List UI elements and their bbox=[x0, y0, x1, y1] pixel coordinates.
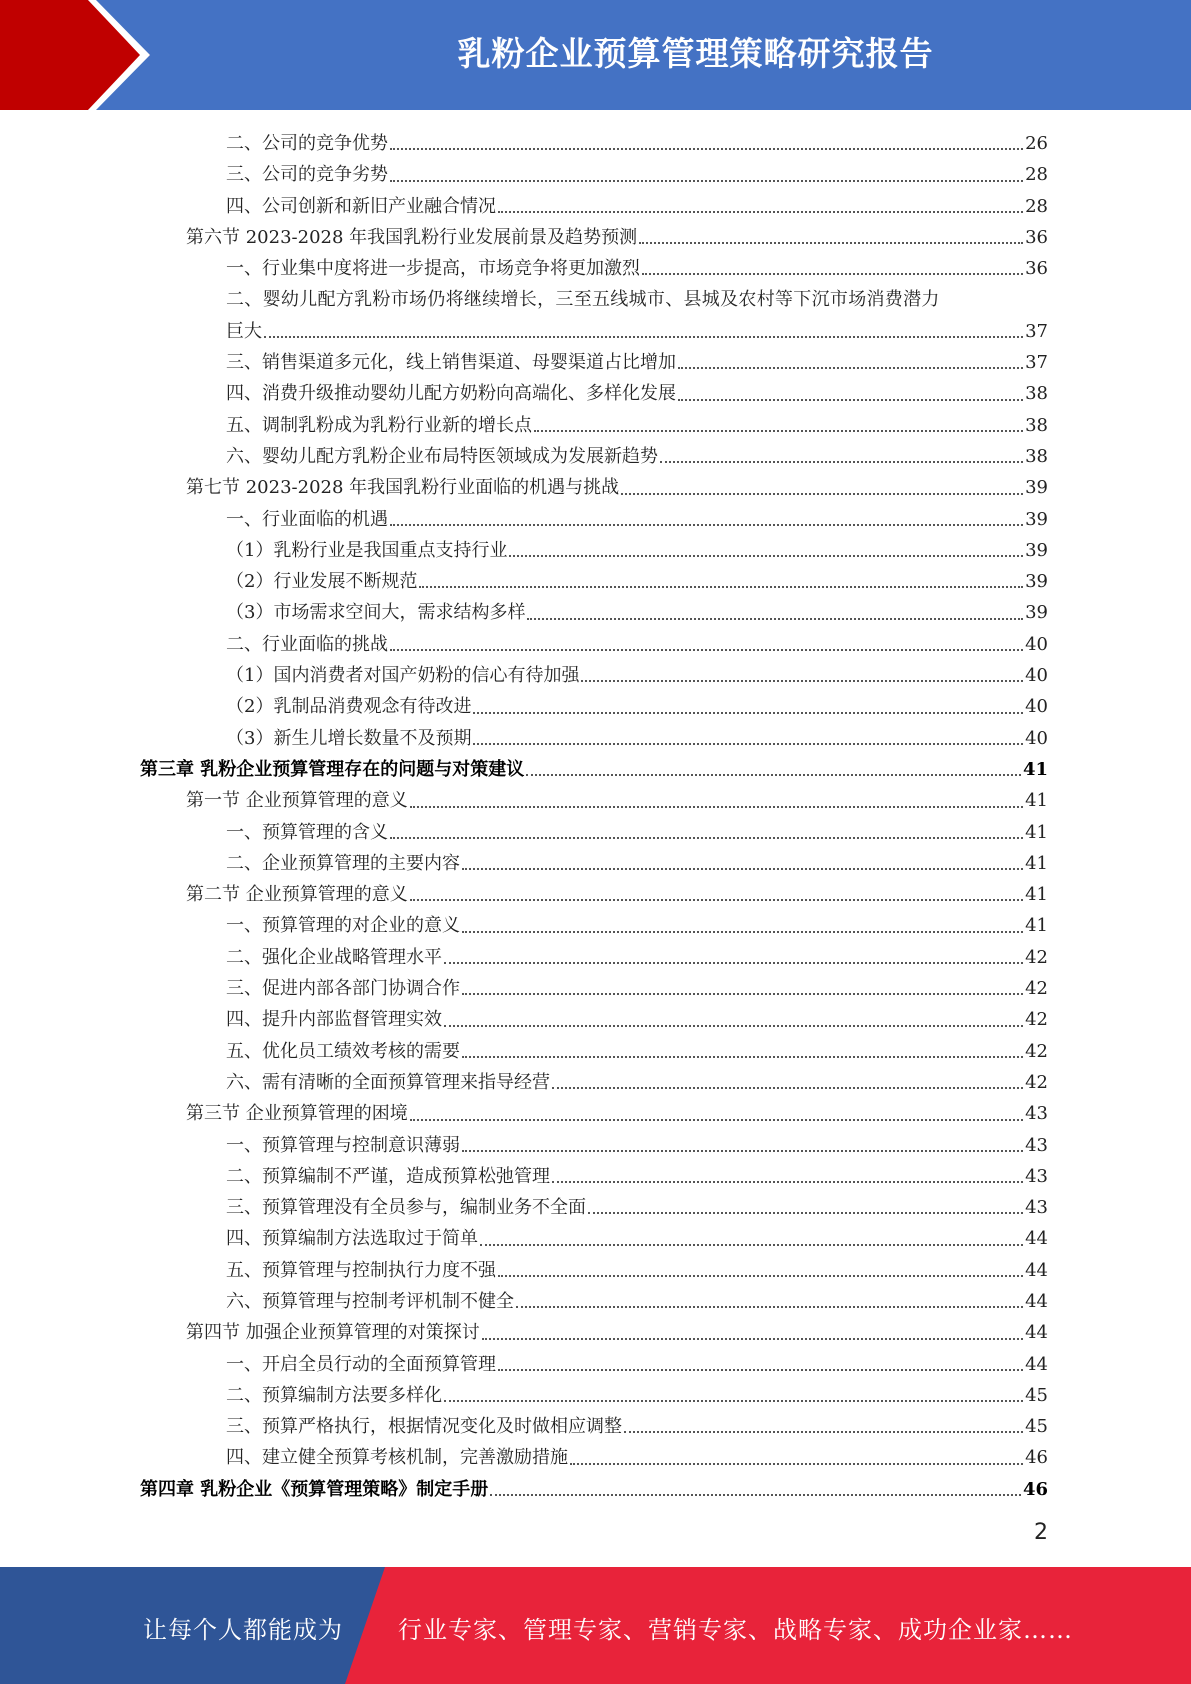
toc-entry[interactable] bbox=[140, 566, 1048, 597]
toc-dot-leader bbox=[588, 1212, 1023, 1214]
toc-entry[interactable] bbox=[140, 817, 1048, 848]
toc-entry[interactable] bbox=[140, 222, 1048, 253]
toc-dot-leader bbox=[264, 336, 1023, 338]
toc-entry-label: 四、公司创新和新旧产业融合情况 bbox=[226, 195, 496, 217]
toc-entry[interactable] bbox=[140, 535, 1048, 566]
toc-entry[interactable] bbox=[140, 128, 1048, 159]
toc-entry[interactable] bbox=[140, 910, 1048, 941]
page-footer bbox=[0, 1567, 1191, 1684]
toc-entry-label: 四、预算编制方法选取过于简单 bbox=[226, 1228, 478, 1250]
toc-entry-label: （1）乳粉行业是我国重点支持行业 bbox=[226, 539, 508, 561]
toc-entry[interactable] bbox=[140, 691, 1048, 722]
toc-entry[interactable] bbox=[140, 1474, 1048, 1505]
toc-dot-leader bbox=[552, 1181, 1023, 1183]
toc-entry-page: 44 bbox=[1025, 1290, 1048, 1312]
toc-entry-label: 第三章 乳粉企业预算管理存在的问题与对策建议 bbox=[140, 758, 525, 780]
toc-entry[interactable] bbox=[140, 1411, 1048, 1442]
toc-dot-leader bbox=[526, 774, 1021, 776]
toc-entry-label: 第一节 企业预算管理的意义 bbox=[186, 790, 408, 812]
toc-dot-leader bbox=[570, 1463, 1023, 1465]
table-of-contents bbox=[140, 128, 1048, 1505]
toc-entry-label: 五、预算管理与控制执行力度不强 bbox=[226, 1259, 496, 1281]
toc-entry[interactable] bbox=[140, 1130, 1048, 1161]
toc-entry-label: 二、预算编制不严谨，造成预算松弛管理 bbox=[226, 1165, 550, 1187]
toc-dot-leader bbox=[462, 1056, 1023, 1058]
toc-entry[interactable] bbox=[140, 1036, 1048, 1067]
toc-entry[interactable] bbox=[140, 1349, 1048, 1380]
toc-dot-leader bbox=[534, 430, 1023, 432]
toc-dot-leader bbox=[462, 931, 1023, 933]
toc-entry-page: 44 bbox=[1025, 1228, 1048, 1250]
toc-dot-leader bbox=[639, 242, 1023, 244]
toc-entry-page: 38 bbox=[1025, 414, 1048, 436]
toc-dot-leader bbox=[444, 962, 1023, 964]
toc-entry-page: 43 bbox=[1025, 1197, 1048, 1219]
toc-entry-label: （3）市场需求空间大，需求结构多样 bbox=[226, 602, 526, 624]
toc-dot-leader bbox=[444, 1025, 1023, 1027]
toc-entry[interactable] bbox=[140, 723, 1048, 754]
toc-entry-page: 41 bbox=[1022, 758, 1048, 780]
toc-entry[interactable] bbox=[140, 378, 1048, 409]
toc-entry[interactable] bbox=[140, 660, 1048, 691]
toc-entry-wrapped[interactable] bbox=[140, 284, 1048, 347]
toc-dot-leader bbox=[462, 1150, 1023, 1152]
toc-entry-label: 第六节 2023-2028 年我国乳粉行业发展前景及趋势预测 bbox=[186, 226, 638, 248]
toc-entry-page: 39 bbox=[1025, 539, 1048, 561]
toc-entry-page: 40 bbox=[1025, 696, 1048, 718]
toc-entry-page: 41 bbox=[1025, 852, 1048, 874]
toc-entry[interactable] bbox=[140, 1192, 1048, 1223]
toc-entry-label: 六、预算管理与控制考评机制不健全 bbox=[226, 1290, 514, 1312]
toc-entry-label: 第二节 企业预算管理的意义 bbox=[186, 884, 408, 906]
toc-entry[interactable] bbox=[140, 410, 1048, 441]
toc-dot-leader bbox=[480, 1244, 1023, 1246]
toc-entry[interactable] bbox=[140, 942, 1048, 973]
toc-entry-page: 41 bbox=[1025, 790, 1048, 812]
toc-entry-label: 二、预算编制方法要多样化 bbox=[226, 1384, 442, 1406]
toc-entry[interactable] bbox=[140, 785, 1048, 816]
toc-dot-leader bbox=[390, 524, 1023, 526]
toc-entry-page: 46 bbox=[1025, 1447, 1048, 1469]
toc-entry[interactable] bbox=[140, 848, 1048, 879]
toc-entry-page: 41 bbox=[1025, 821, 1048, 843]
toc-entry-page: 38 bbox=[1025, 445, 1048, 467]
toc-dot-leader bbox=[660, 461, 1023, 463]
toc-entry-page: 42 bbox=[1025, 1009, 1048, 1031]
toc-entry-page: 39 bbox=[1025, 602, 1048, 624]
toc-entry-page: 41 bbox=[1025, 915, 1048, 937]
toc-entry-label: 六、需有清晰的全面预算管理来指导经营 bbox=[226, 1071, 550, 1093]
toc-entry-label: 五、调制乳粉成为乳粉行业新的增长点 bbox=[226, 414, 532, 436]
toc-entry-label: 三、公司的竞争劣势 bbox=[226, 164, 388, 186]
toc-entry-label: 四、提升内部监督管理实效 bbox=[226, 1009, 442, 1031]
toc-dot-leader bbox=[462, 868, 1023, 870]
toc-entry[interactable] bbox=[140, 1098, 1048, 1129]
toc-dot-leader bbox=[509, 555, 1023, 557]
toc-dot-leader bbox=[473, 743, 1023, 745]
toc-entry-label: 二、强化企业战略管理水平 bbox=[226, 946, 442, 968]
toc-entry-label: 三、预算严格执行，根据情况变化及时做相应调整 bbox=[226, 1416, 622, 1438]
toc-dot-leader bbox=[482, 1338, 1023, 1340]
toc-entry-page: 46 bbox=[1022, 1478, 1048, 1500]
toc-entry[interactable] bbox=[140, 347, 1048, 378]
toc-entry-label: 五、优化员工绩效考核的需要 bbox=[226, 1040, 460, 1062]
toc-entry[interactable] bbox=[140, 191, 1048, 222]
toc-entry-page: 43 bbox=[1025, 1165, 1048, 1187]
toc-dot-leader bbox=[642, 273, 1023, 275]
toc-entry[interactable] bbox=[140, 973, 1048, 1004]
toc-entry[interactable] bbox=[140, 1255, 1048, 1286]
toc-entry-label: 二、企业预算管理的主要内容 bbox=[226, 852, 460, 874]
toc-entry-page: 40 bbox=[1025, 727, 1048, 749]
toc-entry-label: 一、行业集中度将进一步提高，市场竞争将更加激烈 bbox=[226, 258, 640, 280]
toc-dot-leader bbox=[410, 806, 1023, 808]
toc-entry-page: 28 bbox=[1025, 164, 1048, 186]
toc-dot-leader bbox=[390, 649, 1023, 651]
toc-dot-leader bbox=[473, 712, 1023, 714]
toc-dot-leader bbox=[390, 180, 1023, 182]
toc-entry[interactable] bbox=[140, 253, 1048, 284]
toc-dot-leader bbox=[410, 899, 1023, 901]
toc-dot-leader bbox=[410, 1119, 1023, 1121]
toc-entry-label: 第七节 2023-2028 年我国乳粉行业面临的机遇与挑战 bbox=[186, 477, 620, 499]
toc-entry-line2 bbox=[226, 316, 1048, 347]
page-header bbox=[0, 0, 1191, 110]
toc-entry-label: 一、预算管理的对企业的意义 bbox=[226, 915, 460, 937]
toc-dot-leader bbox=[498, 211, 1023, 213]
toc-entry-label: 四、建立健全预算考核机制，完善激励措施 bbox=[226, 1447, 568, 1469]
toc-entry-page: 36 bbox=[1025, 258, 1048, 280]
toc-entry[interactable] bbox=[140, 472, 1048, 503]
toc-entry-label: 一、行业面临的机遇 bbox=[226, 508, 388, 530]
toc-entry-page: 39 bbox=[1025, 477, 1048, 499]
toc-entry[interactable] bbox=[140, 1380, 1048, 1411]
page-number: 2 bbox=[1034, 1520, 1048, 1545]
toc-entry[interactable] bbox=[140, 1317, 1048, 1348]
toc-entry-label: （3）新生儿增长数量不及预期 bbox=[226, 727, 472, 749]
toc-entry-page: 43 bbox=[1025, 1103, 1048, 1125]
toc-entry[interactable] bbox=[140, 441, 1048, 472]
toc-entry-label: 一、预算管理的含义 bbox=[226, 821, 388, 843]
toc-dot-leader bbox=[498, 1275, 1023, 1277]
toc-entry-label: 第四章 乳粉企业《预算管理策略》制定手册 bbox=[140, 1478, 489, 1500]
toc-entry[interactable] bbox=[140, 1223, 1048, 1254]
toc-entry[interactable] bbox=[140, 754, 1048, 785]
toc-dot-leader bbox=[490, 1494, 1021, 1496]
toc-entry[interactable] bbox=[140, 1067, 1048, 1098]
toc-dot-leader bbox=[462, 993, 1023, 995]
toc-entry-page: 37 bbox=[1025, 352, 1048, 374]
toc-entry-label: 三、预算管理没有全员参与，编制业务不全面 bbox=[226, 1197, 586, 1219]
toc-entry-page: 40 bbox=[1025, 665, 1048, 687]
toc-entry[interactable] bbox=[140, 629, 1048, 660]
toc-entry-page: 42 bbox=[1025, 946, 1048, 968]
toc-entry-page: 39 bbox=[1025, 571, 1048, 593]
toc-entry-page: 38 bbox=[1025, 383, 1048, 405]
toc-entry-label: 一、预算管理与控制意识薄弱 bbox=[226, 1134, 460, 1156]
toc-dot-leader bbox=[624, 1431, 1023, 1433]
toc-entry[interactable] bbox=[140, 504, 1048, 535]
toc-entry-page: 26 bbox=[1025, 133, 1048, 154]
toc-dot-leader bbox=[678, 399, 1023, 401]
toc-entry[interactable] bbox=[140, 1442, 1048, 1473]
toc-entry-page: 44 bbox=[1025, 1322, 1048, 1344]
toc-entry-label-line2: 巨大 bbox=[226, 320, 262, 342]
toc-entry[interactable] bbox=[140, 1286, 1048, 1317]
toc-dot-leader bbox=[444, 1400, 1023, 1402]
toc-dot-leader bbox=[390, 837, 1023, 839]
toc-entry[interactable] bbox=[140, 159, 1048, 190]
toc-entry-label: 三、销售渠道多元化，线上销售渠道、母婴渠道占比增加 bbox=[226, 352, 676, 374]
toc-entry-page: 43 bbox=[1025, 1134, 1048, 1156]
toc-entry[interactable] bbox=[140, 597, 1048, 628]
toc-entry-page: 36 bbox=[1025, 226, 1048, 248]
header-red-arrow bbox=[0, 0, 150, 110]
toc-entry-page: 44 bbox=[1025, 1259, 1048, 1281]
toc-dot-leader bbox=[527, 618, 1023, 620]
toc-entry-label: 二、公司的竞争优势 bbox=[226, 133, 388, 154]
toc-entry[interactable] bbox=[140, 1161, 1048, 1192]
toc-entry-page: 39 bbox=[1025, 508, 1048, 530]
toc-entry-page: 37 bbox=[1025, 320, 1048, 342]
toc-dot-leader bbox=[419, 586, 1023, 588]
toc-entry-page: 28 bbox=[1025, 195, 1048, 217]
toc-dot-leader bbox=[678, 367, 1023, 369]
toc-dot-leader bbox=[498, 1369, 1023, 1371]
footer-slogan-right: 行业专家、管理专家、营销专家、战略专家、成功企业家…… bbox=[398, 1616, 1073, 1644]
toc-entry-page: 42 bbox=[1025, 1040, 1048, 1062]
toc-entry[interactable] bbox=[140, 1004, 1048, 1035]
report-title: 乳粉企业预算管理策略研究报告 bbox=[457, 34, 934, 73]
footer-slogan-left: 让每个人都能成为 bbox=[143, 1616, 343, 1644]
toc-entry-label: （1）国内消费者对国产奶粉的信心有待加强 bbox=[226, 665, 580, 687]
toc-dot-leader bbox=[552, 1087, 1023, 1089]
toc-entry[interactable] bbox=[140, 879, 1048, 910]
toc-entry-page: 42 bbox=[1025, 1071, 1048, 1093]
toc-dot-leader bbox=[390, 148, 1023, 150]
toc-entry-page: 44 bbox=[1025, 1353, 1048, 1375]
toc-entry-page: 42 bbox=[1025, 978, 1048, 1000]
toc-dot-leader bbox=[516, 1306, 1023, 1308]
toc-entry-label: 三、促进内部各部门协调合作 bbox=[226, 978, 460, 1000]
toc-entry-label: （2）行业发展不断规范 bbox=[226, 571, 418, 593]
toc-entry-label: 第四节 加强企业预算管理的对策探讨 bbox=[186, 1322, 480, 1344]
toc-entry-page: 45 bbox=[1025, 1384, 1048, 1406]
toc-dot-leader bbox=[581, 680, 1023, 682]
toc-entry-page: 40 bbox=[1025, 633, 1048, 655]
toc-entry-label-line1: 二、婴幼儿配方乳粉市场仍将继续增长，三至五线城市、县城及农村等下沉市场消费潜力 bbox=[226, 289, 940, 311]
toc-entry-label: （2）乳制品消费观念有待改进 bbox=[226, 696, 472, 718]
toc-entry-label: 六、婴幼儿配方乳粉企业布局特医领域成为发展新趋势 bbox=[226, 445, 658, 467]
toc-entry-label: 二、行业面临的挑战 bbox=[226, 633, 388, 655]
toc-entry-label: 第三节 企业预算管理的困境 bbox=[186, 1103, 408, 1125]
toc-entry-label: 四、消费升级推动婴幼儿配方奶粉向高端化、多样化发展 bbox=[226, 383, 676, 405]
toc-dot-leader bbox=[621, 493, 1023, 495]
toc-entry-page: 45 bbox=[1025, 1416, 1048, 1438]
toc-entry-page: 41 bbox=[1025, 884, 1048, 906]
toc-entry-label: 一、开启全员行动的全面预算管理 bbox=[226, 1353, 496, 1375]
